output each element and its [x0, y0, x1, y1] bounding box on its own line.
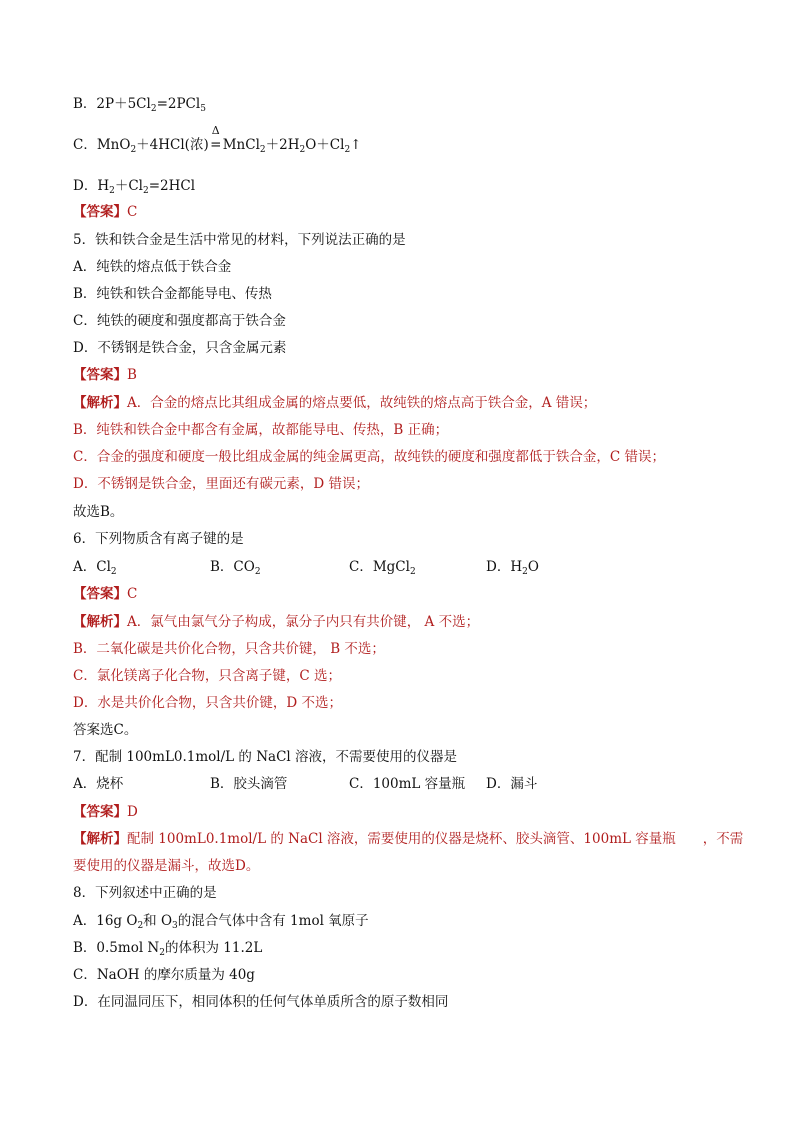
answer-value: D [127, 804, 138, 820]
option-text: O [527, 559, 539, 575]
option-text: B．0.5mol N [73, 940, 160, 956]
analysis-text: A．氯气由氯气分子构成，氯分子内只有共价键， A 不选； [127, 614, 480, 630]
formula-part: MnCl [222, 137, 260, 153]
subscript: 2 [409, 567, 416, 577]
formula-part: H [97, 178, 110, 194]
q5-analysis-d: D．不锈钢是铁合金，里面还有碳元素，D 错误； [73, 476, 369, 492]
q6-option-d [486, 558, 539, 576]
gas-arrow: ↑ [350, 137, 362, 153]
option-text: A．Cl [73, 559, 111, 575]
option-text: 的混合气体中含有 1mol 氧原子 [177, 913, 369, 929]
q8-option-a [73, 912, 734, 930]
analysis-tag: 【解析】 [73, 831, 127, 847]
q6-answer [73, 585, 734, 603]
option-label: D． [73, 178, 98, 194]
option-text: B．CO [210, 559, 255, 575]
q6-options [73, 558, 734, 576]
q6-analysis-b: B．二氧化碳是共价化合物，只含共价键， B 不选； [73, 641, 385, 657]
subscript: 2 [109, 186, 115, 196]
analysis-tag: 【解析】 [73, 614, 127, 630]
subscript: 2 [254, 567, 261, 577]
q6-conclusion: 答案选C。 [73, 722, 138, 738]
q7-option-a: A．烧杯 [73, 776, 124, 792]
formula-part: 2P＋5Cl [96, 96, 151, 112]
option-label: B． [73, 96, 97, 112]
q8-stem: 8．下列叙述中正确的是 [73, 885, 217, 901]
q7-analysis-line1 [73, 830, 744, 848]
answer-tag: 【答案】 [73, 367, 127, 383]
formula-part: =2PCl [156, 96, 201, 112]
option-text: 和 O [143, 913, 173, 929]
q5-option-d: D．不锈钢是铁合金，只含金属元素 [73, 340, 287, 356]
formula-part: O＋Cl [305, 137, 345, 153]
q6-option-a [73, 558, 210, 576]
q8-option-c: C．NaOH 的摩尔质量为 40g [73, 967, 255, 983]
subscript: 2 [150, 104, 157, 114]
answer-tag: 【答案】 [73, 586, 127, 602]
formula-part: ＋2H [265, 137, 300, 153]
q4-option-b [73, 95, 734, 113]
subscript: 5 [200, 104, 206, 114]
subscript: 3 [172, 921, 178, 931]
q6-analysis-c: C．氯化镁离子化合物，只含离子键，C 选； [73, 668, 341, 684]
subscript: 2 [299, 145, 306, 155]
q7-options [73, 775, 734, 793]
formula-part: =2HCl [148, 178, 196, 194]
subscript: 2 [110, 567, 117, 577]
option-label: C． [73, 137, 97, 153]
option-text: C．MgCl [349, 559, 410, 575]
heating-condition [209, 124, 223, 154]
q7-stem: 7．配制 100mL0.1mol/L 的 NaCl 溶液，不需要使用的仪器是 [73, 749, 458, 765]
q5-answer [73, 366, 734, 384]
q5-option-a: A．纯铁的熔点低于铁合金 [73, 259, 232, 275]
answer-value: C [127, 204, 138, 220]
answer-value: B [127, 367, 137, 383]
answer-value: C [127, 586, 138, 602]
analysis-text: A．合金的熔点比其组成金属的熔点要低，故纯铁的熔点高于铁合金，A 错误； [127, 395, 597, 411]
q5-option-b: B．纯铁和铁合金都能导电、传热 [73, 286, 272, 302]
subscript: 2 [130, 145, 137, 155]
formula-part: ＋Cl [114, 178, 143, 194]
equals-sign: = [210, 137, 222, 153]
q7-analysis-line2: 要使用的仪器是漏斗，故选D。 [73, 858, 260, 874]
formula-part: ＋4HCl(浓) [136, 137, 209, 153]
subscript: 2 [137, 921, 144, 931]
q7-option-d: D．漏斗 [486, 776, 538, 792]
subscript: 2 [522, 567, 528, 577]
option-text: D．H [486, 559, 523, 575]
q4-answer [73, 203, 734, 221]
q5-analysis-c: C．合金的强度和硬度一般比组成金属的纯金属更高，故纯铁的硬度和强度都低于铁合金，C 错误； [73, 449, 665, 465]
analysis-text: 配制 100mL0.1mol/L 的 NaCl 溶液，需要使用的仪器是烧杯、胶头滴管、100mL 容量瓶 ，不需 [127, 831, 744, 847]
delta-symbol: Δ [211, 124, 220, 137]
q6-analysis-d: D．水是共价化合物，只含共价键，D 不选； [73, 695, 342, 711]
q5-option-c: C．纯铁的硬度和强度都高于铁合金 [73, 313, 286, 329]
q5-analysis-a [73, 394, 734, 412]
q6-stem: 6．下列物质含有离子键的是 [73, 531, 244, 547]
q5-conclusion: 故选B。 [73, 504, 124, 520]
q7-option-c: C．100mL 容量瓶 [349, 776, 466, 792]
q7-option-b: B．胶头滴管 [210, 776, 288, 792]
subscript: 2 [159, 948, 165, 958]
q8-option-b [73, 939, 734, 957]
q6-option-b [210, 558, 349, 576]
q5-stem: 5．铁和铁合金是生活中常见的材料，下列说法正确的是 [73, 232, 406, 248]
q7-answer [73, 803, 734, 821]
q4-option-d [73, 177, 734, 195]
q5-analysis-b: B．纯铁和铁合金中都含有金属，故都能导电、传热，B 正确； [73, 422, 449, 438]
analysis-tag: 【解析】 [73, 395, 127, 411]
q6-option-c [349, 558, 486, 576]
answer-tag: 【答案】 [73, 204, 127, 220]
q4-option-c [73, 124, 734, 155]
subscript: 2 [259, 145, 266, 155]
formula-part: MnO [96, 137, 131, 153]
subscript: 2 [344, 145, 351, 155]
q8-option-d: D．在同温同压下，相同体积的任何气体单质所含的原子数相同 [73, 994, 449, 1010]
answer-tag: 【答案】 [73, 804, 127, 820]
option-text: A．16g O [73, 913, 138, 929]
subscript: 2 [143, 186, 149, 196]
q6-analysis-a [73, 613, 734, 631]
option-text: 的体积为 11.2L [164, 940, 263, 956]
